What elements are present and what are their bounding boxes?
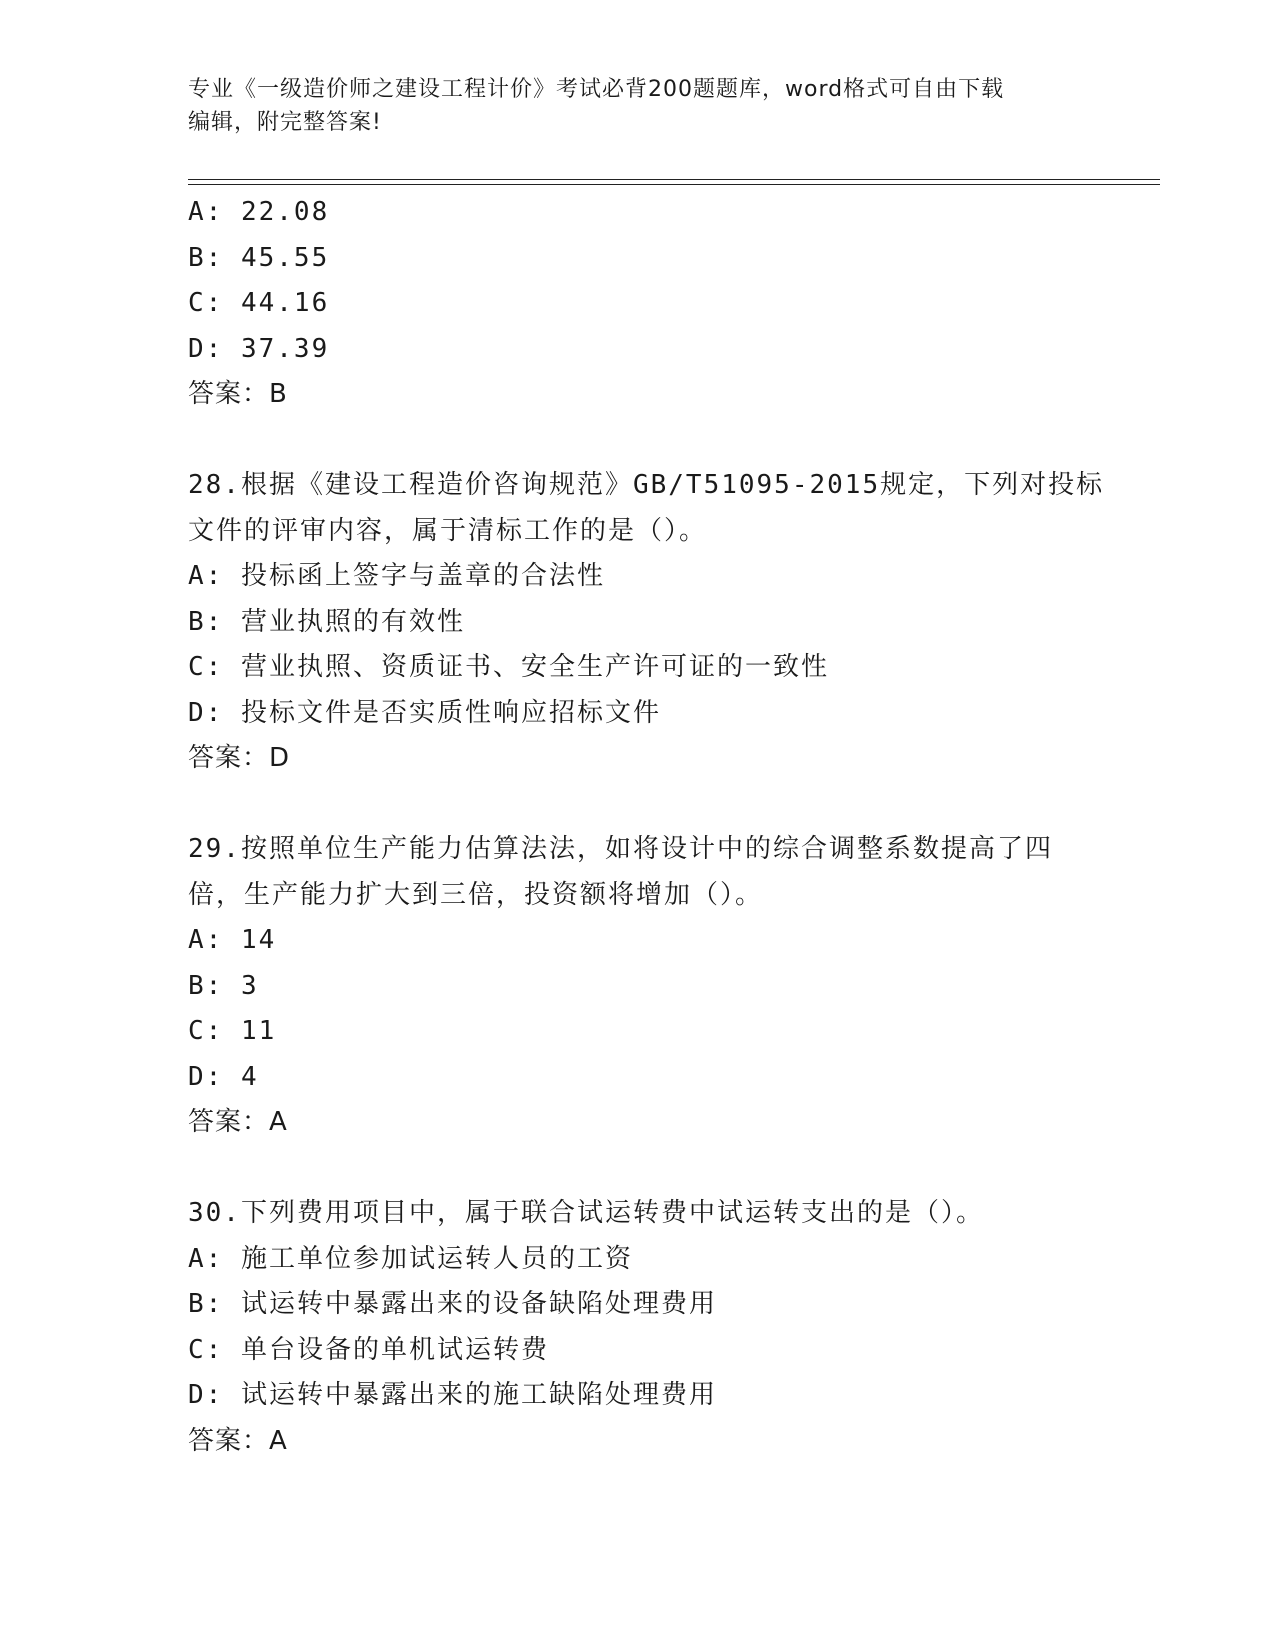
option-c: C: 44.16 bbox=[188, 288, 330, 318]
header-divider-bottom bbox=[188, 184, 1160, 185]
option-b: B: 营业执照的有效性 bbox=[188, 606, 465, 637]
option-a: A: 22.08 bbox=[188, 197, 330, 227]
option-c: C: 营业执照、资质证书、安全生产许可证的一致性 bbox=[188, 652, 829, 682]
option-a: A: 投标函上签字与盖章的合法性 bbox=[188, 561, 605, 591]
option-d: D: 投标文件是否实质性响应招标文件 bbox=[188, 697, 661, 728]
option-b: B: 45.55 bbox=[188, 242, 330, 273]
header-line-2: 编辑，附完整答案! bbox=[188, 110, 382, 135]
option-c: C: 11 bbox=[188, 1016, 277, 1046]
question-27 bbox=[188, 190, 1088, 418]
answer: 答案：A bbox=[188, 1107, 288, 1137]
question-stem-line-1: 29.按照单位生产能力估算法法，如将设计中的综合调整系数提高了四 bbox=[188, 834, 1053, 864]
question-29 bbox=[188, 827, 1088, 1146]
spacer bbox=[188, 418, 1088, 464]
answer: 答案：D bbox=[188, 743, 291, 773]
question-30 bbox=[188, 1191, 1088, 1464]
question-stem-line-1: 28.根据《建设工程造价咨询规范》GB/T51095-2015规定，下列对投标 bbox=[188, 470, 1105, 500]
question-28 bbox=[188, 463, 1105, 782]
answer: 答案：B bbox=[188, 379, 288, 409]
question-stem-line-2: 倍，生产能力扩大到三倍，投资额将增加（）。 bbox=[188, 879, 764, 910]
header-divider-top bbox=[188, 179, 1160, 180]
question-stem: 30.下列费用项目中，属于联合试运转费中试运转支出的是（）。 bbox=[188, 1198, 984, 1228]
question-list bbox=[188, 190, 1105, 1464]
option-d: D: 4 bbox=[188, 1061, 259, 1092]
header-line-1: 专业《一级造价师之建设工程计价》考试必背200题题库，word格式可自由下载 bbox=[188, 77, 1005, 102]
document-header bbox=[188, 73, 1088, 139]
question-stem-line-2: 文件的评审内容，属于清标工作的是（）。 bbox=[188, 515, 708, 546]
option-d: D: 37.39 bbox=[188, 333, 330, 364]
spacer bbox=[188, 1146, 1088, 1192]
option-a: A: 14 bbox=[188, 925, 277, 955]
option-d: D: 试运转中暴露出来的施工缺陷处理费用 bbox=[188, 1380, 717, 1410]
option-b: B: 3 bbox=[188, 970, 259, 1001]
spacer bbox=[188, 782, 1088, 828]
option-c: C: 单台设备的单机试运转费 bbox=[188, 1334, 549, 1365]
option-a: A: 施工单位参加试运转人员的工资 bbox=[188, 1243, 633, 1274]
answer: 答案：A bbox=[188, 1425, 288, 1456]
option-b: B: 试运转中暴露出来的设备缺陷处理费用 bbox=[188, 1289, 717, 1319]
